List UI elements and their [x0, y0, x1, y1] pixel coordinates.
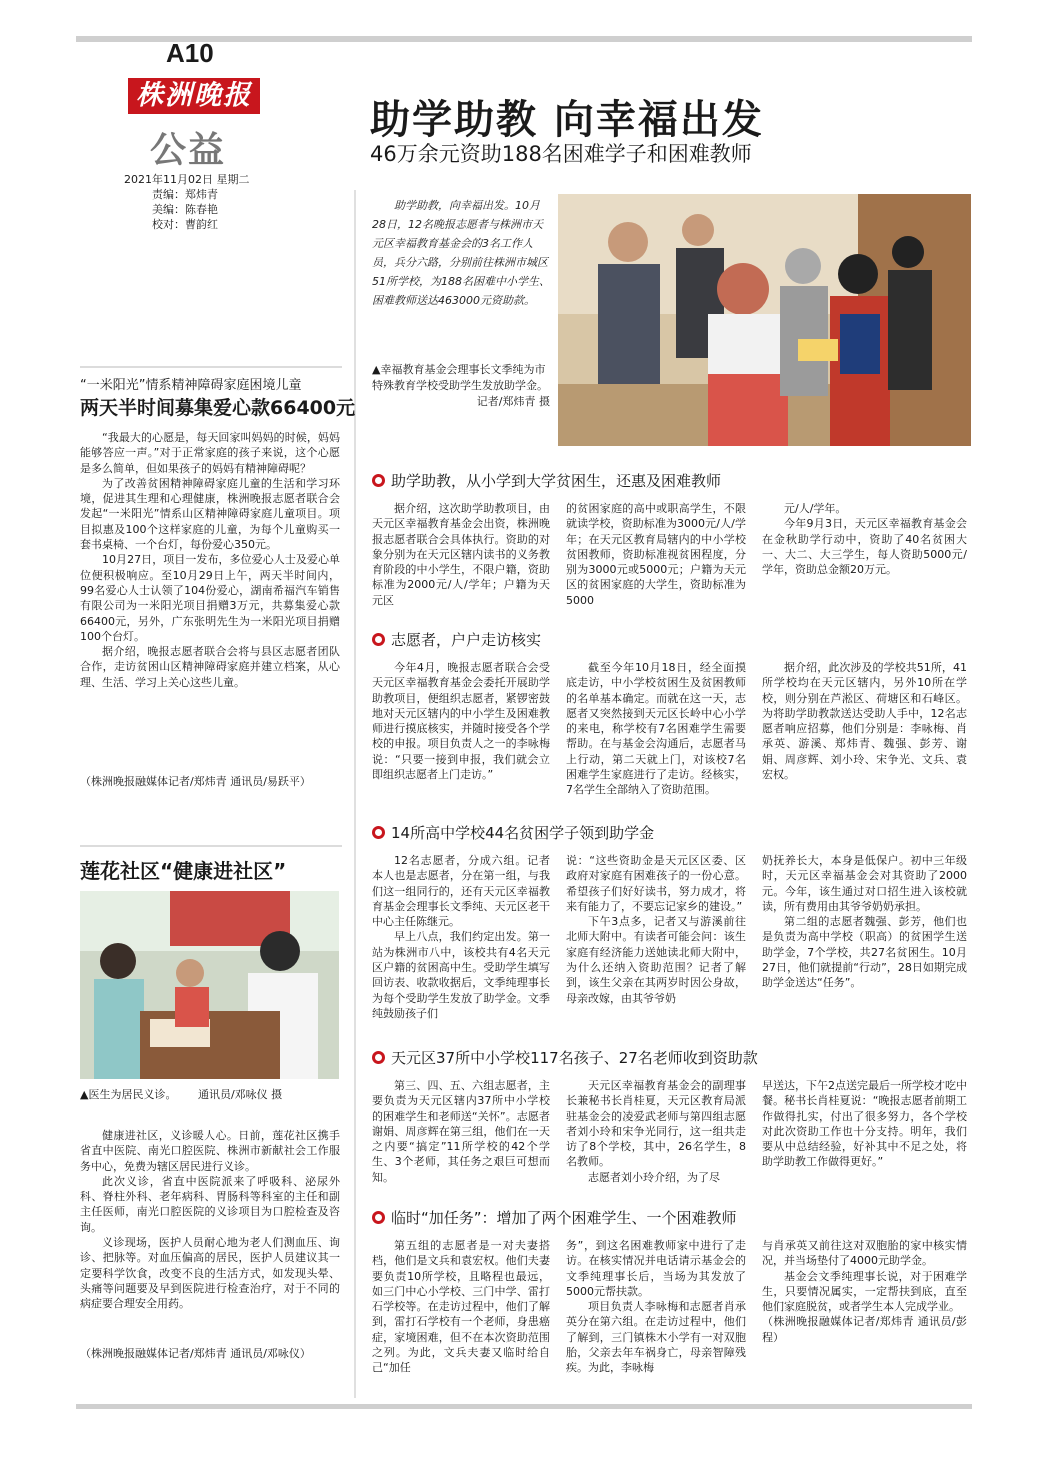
left-article2-photo — [80, 891, 339, 1079]
caption-credit: 记者/郑炜青 摄 — [476, 395, 550, 408]
paragraph: 务”，到这名困难教师家中进行了走访。在核实情况并电话请示基金会的文季纯理事长后，当场为其发放了5000元帮扶款。 — [566, 1239, 746, 1298]
left-article2-caption — [80, 1086, 282, 1102]
paragraph: 健康进社区，义诊暖人心。日前，莲花社区携手省直中医院、南光口腔医院、株洲市新献社会工作服务中心，免费为辖区居民进行义诊。 — [80, 1129, 340, 1173]
main-photo — [558, 194, 971, 446]
issue-date: 2021年11月02日 星期二 — [124, 173, 250, 186]
bullet-ring-icon — [372, 474, 385, 487]
left-article1-kicker: “一米阳光”情系精神障碍家庭困境儿童 — [80, 378, 302, 393]
paragraph: 义诊现场，医护人员耐心地为老人们测血压、询诊、把脉等。对血压偏高的居民，医护人员建议其一定要科学饮食，改变不良的生活方式，如发现头晕、头痛等问题要及早到医院进行检查治疗，对于不同的病症要合理安全用药。 — [80, 1236, 340, 1311]
paper-logo: 株洲晚报 — [128, 78, 260, 114]
paragraph: 志愿者刘小玲介绍，为了尽 — [588, 1170, 720, 1184]
left-article1-credit: （株洲晚报融媒体记者/郑炜青 通讯员/易跃平） — [80, 775, 311, 788]
paragraph: 天元区幸福教育基金会的副理事长兼秘书长肖桂夏，天元区教育局派驻基金会的凌爱武老师与第四组志愿者刘小玲和宋争光同行，这一组共走访了8个学校，其中，26名学生，8名教师。 — [566, 1079, 746, 1169]
paragraph: 说：“这些资助金是天元区区委、区政府对家庭有困难孩子的一份心意。希望孩子们好好读书，努力成才，将来有能力了，不要忘记家乡的建设。” — [566, 854, 746, 913]
main-photo-caption — [372, 362, 550, 410]
paragraph: 今年9月3日，天元区幸福教育基金会在金秋助学行动中，资助了40名贫困大一、大二、大三学生，每人资助5000元/学年，资助总金额20万元。 — [762, 517, 967, 577]
paragraph: 奶抚养长大，本身是低保户。初中三年级时，天元区幸福基金会对其资助了2000元。今年，该生通过对口招生进入该校就读，所有费用由其爷爷奶奶承担。 — [762, 854, 967, 913]
s4-col2 — [566, 1078, 746, 1185]
proofreader-credit: 校对：曹韵红 — [152, 218, 218, 231]
lead-paragraph: 助学助教，向幸福出发。10月28日，12名晚报志愿者与株洲市天元区幸福教育基金会的3名工作人员，兵分六路，分别前往株洲市城区51所学校，为188名困难中小学生、困难教师送达463000元资助款。 — [372, 199, 550, 307]
caption-credit: 通讯员/邓咏仪 摄 — [197, 1088, 283, 1101]
section-heading-3: 14所高中学校44名贫困学子领到助学金 — [372, 822, 654, 843]
left-article1-body — [80, 430, 340, 690]
s1-col1: 据介绍，这次助学助教项目，由天元区幸福教育基金会出资，株洲晚报志愿者联合会具体执行。资助的对象分别为在天元区辖内读书的义务教育阶段的中小学生，不限户籍，资助标准为2000元/人/学年；户籍为天元区 — [372, 502, 550, 607]
left-article2-credit: （株洲晚报融媒体记者/郑炜青 通讯员/邓咏仪） — [80, 1347, 311, 1360]
s2-col1: 今年4月，晚报志愿者联合会受天元区幸福教育基金会委托开展助学助教项目，便组织志愿者，紧锣密鼓地对天元区辖内的中小学生及困难教师进行摸底核实，并随时接受各个学校的申报。项目负责人之一的李咏梅说：“只要一接到申报，我们就会立即组织志愿者上门走访。” — [372, 661, 550, 782]
paragraph: 据介绍，晚报志愿者联合会将与县区志愿者团队合作，走访贫困山区精神障碍家庭并建立档案，从心理、生活、学习上关心这些儿童。 — [80, 645, 340, 689]
photo-illustration — [558, 194, 971, 446]
paragraph: 早上八点，我们约定出发。第一站为株洲市八中，该校共有4名天元区户籍的贫困高中生。受助学生填写回访表、收款收据后，文季纯理事长为每个受助学生发放了助学金。文季纯鼓励孩子们 — [372, 930, 550, 1020]
main-headline: 助学助教 向幸福出发 — [370, 97, 764, 143]
paragraph: 12名志愿者，分成六组。记者本人也是志愿者，分在第一组，与我们这一组同行的，还有天元区幸福教育基金会理事长文季纯、天元区老干中心主任陈继元。 — [372, 854, 550, 929]
paragraph: 与肖承英又前往这对双胞胎的家中核实情况，并当场垫付了4000元助学金。 — [762, 1239, 967, 1268]
s4-col3: 早送达，下午2点送完最后一所学校才吃中餐。秘书长肖桂夏说：“晚报志愿者前期工作做得扎实，付出了很多努力，各个学校对此次资助工作也十分支持。明年，我们要从中总结经验，好补其中不足之处，将助学助教工作做得更好。” — [762, 1079, 967, 1169]
bullet-ring-icon — [372, 1051, 385, 1064]
bottom-rule — [76, 1404, 972, 1409]
paragraph: 此次义诊，省直中医院派来了呼吸科、泌尿外科、脊柱外科、老年病科、胃肠科等科室的主任和副主任医师，南光口腔医院的义诊项目为口腔检查及咨询。 — [80, 1174, 340, 1234]
s1-col2: 的贫困家庭的高中或职高学生，不限就读学校，资助标准为3000元/人/学年；在天元区教育局辖内的中小学校贫困教师，资助标准视贫困程度，分别为3000元或5000元；户籍为天元区的贫困家庭的大学生，资助标准为5000 — [566, 502, 746, 607]
paragraph: “我最大的心愿是，每天回家叫妈妈的时候，妈妈能够答应一声。”对于正常家庭的孩子来说，这个心愿是多么简单，但如果孩子的妈妈有精神障碍呢？ — [80, 431, 340, 475]
paragraph: 元/人/学年。 — [784, 502, 847, 515]
bullet-ring-icon — [372, 633, 385, 646]
section-heading-4: 天元区37所中小学校117名孩子、27名老师收到资助款 — [372, 1047, 758, 1068]
art-editor-credit: 美编：陈春艳 — [152, 203, 218, 216]
paragraph: 为了改善贫困精神障碍家庭儿童的生活和学习环境，促进其生理和心理健康，株洲晚报志愿者联合会发起“一米阳光”情系山区精神障碍家庭儿童项目。项目拟惠及100个这样家庭的儿童，为每个儿童购买一套书桌椅、一个台灯，每份爱心350元。 — [80, 476, 340, 552]
left-column-divider — [354, 190, 356, 1398]
left-article2-rule — [80, 845, 342, 847]
left-article1-title: 两天半时间募集爱心款66400元 — [80, 397, 356, 419]
bullet-ring-icon — [372, 826, 385, 839]
caption-text: ▲医生为居民义诊。 — [80, 1088, 177, 1101]
s5-col2 — [566, 1238, 746, 1376]
photo-illustration — [80, 891, 339, 1079]
main-subhead: 46万余元资助188名困难学子和困难教师 — [370, 142, 752, 166]
caption-text: ▲幸福教育基金会理事长文季纯为市特殊教育学校受助学生发放助学金。 — [372, 363, 548, 392]
left-article2-title: 莲花社区“健康进社区” — [80, 859, 287, 883]
section-heading-5: 临时“加任务”：增加了两个困难学生、一个困难教师 — [372, 1207, 737, 1228]
left-article-rule — [80, 366, 342, 368]
paragraph: 10月27日，项目一发布，多位爱心人士及爱心单位便积极响应。至10月29日上午，两天半时间内，99名爱心人士认领了104份爱心，湖南希福汽车销售有限公司为一米阳光项目捐赠3万元，共募集爱心款66400元，另外，广东张明先生为一米阳光项目捐赠100个台灯。 — [80, 553, 340, 643]
s1-col3 — [762, 501, 967, 577]
bullet-ring-icon — [372, 1211, 385, 1224]
paragraph: 项目负责人李咏梅和志愿者肖承英分在第六组。在走访过程中，他们了解到，三门镇株木小学有一对双胞胎，父亲去年车祸身亡，母亲智障残疾。为此，李咏梅 — [566, 1300, 746, 1375]
section-heading-1: 助学助教，从小学到大学贫困生，还惠及困难教师 — [372, 470, 721, 491]
left-article2-body — [80, 1128, 340, 1312]
paragraph: 下午3点多，记者又与游溪前往北师大附中。有读者可能会问：该生家庭有经济能力送她读北师大附中，为什么还纳入资助范围？记者了解到，该生父亲在其两岁时因公身故，母亲改嫁，由其爷爷奶 — [566, 915, 746, 1005]
paragraph: 第二组的志愿者魏强、彭芳，他们也是负责为高中学校（职高）的贫困学生送助学金，7个学校，共27名贫困生。10月27日，他们就提前“行动”，28日如期完成助学金送达“任务”。 — [762, 915, 967, 990]
editor-credit: 责编：郑炜青 — [152, 188, 218, 201]
s3-col2 — [566, 853, 746, 1006]
s3-col1 — [372, 853, 550, 1021]
section-title: 公益 — [150, 129, 227, 171]
s5-col1: 第五组的志愿者是一对夫妻搭档，他们是文兵和袁宏权。他们夫妻要负责10所学校，且略程也最远，如三门中心小学校、三门中学、雷打石学校等。在走访过程中，他们了解到，雷打石学校有一个老师，身患癌症，家境困难，但不在本次资助范围之列。为此，文兵夫妻又临时给自己“加任 — [372, 1239, 550, 1375]
s4-col1: 第三、四、五、六组志愿者，主要负责为天元区辖内37所中小学校的困难学生和老师送“关怀”。志愿者谢娟、周彦辉在第三组，他们在一天之内要“搞定”11所学校的42个学生、3个老师，其任务之艰巨可想而知。 — [372, 1079, 550, 1184]
paragraph: （株洲晚报融媒体记者/郑炜青 通讯员/彭程） — [762, 1315, 967, 1344]
s2-col3: 据介绍，此次涉及的学校共51所，41所学校均在天元区辖内，另外10所在学校，则分别在芦淞区、荷塘区和石峰区。为将助学助教款送达受助人手中，12名志愿者响应招募，他们分别是：李咏梅、肖承英、游溪、郑炜青、魏强、彭芳、谢娟、周彦辉、刘小玲、宋争光、文兵、袁宏权。 — [762, 661, 967, 782]
s3-col3 — [762, 853, 967, 991]
section-heading-2: 志愿者，户户走访核实 — [372, 629, 541, 650]
paragraph: 基金会文季纯理事长说，对于困难学生，只要情况属实，一定帮扶到底，直至他们家庭脱贫，或者学生本人完成学业。 — [762, 1269, 967, 1314]
s5-col3 — [762, 1238, 967, 1345]
page-number: A10 — [166, 38, 214, 68]
masthead-meta — [124, 172, 250, 232]
s2-col2: 截至今年10月18日，经全面摸底走访，中小学校贫困生及贫困教师的名单基本确定。而就在这一天，志愿者又突然接到天元区长岭中心小学的来电，称学校有7名困难学生需要帮助。在与基金会沟通后，志愿者马上行动，第二天就上门，对该校7名困难学生家庭进行了走访。经核实，7名学生全部纳入了资助范围。 — [566, 661, 746, 797]
